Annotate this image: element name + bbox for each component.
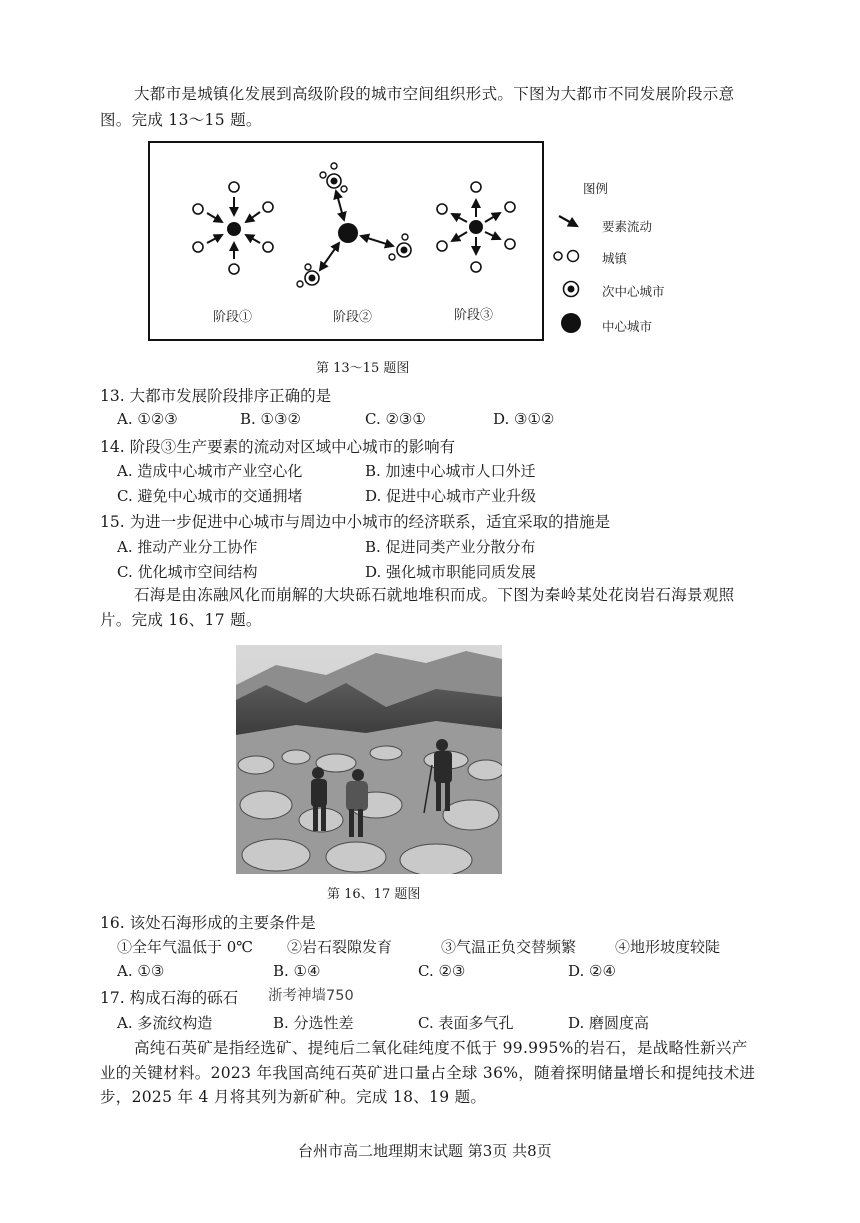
q17-stem: 17. 构成石海的砾石 (100, 989, 239, 1007)
legend-center-label: 中心城市 (602, 319, 653, 334)
q17-option-d: D. 磨圆度高 (568, 1014, 650, 1032)
q13-option-d: D. ③①② (493, 410, 555, 428)
diagram-caption: 第 13～15 题图 (316, 361, 410, 376)
intro-paragraph-1-line-1: 大都市是城镇化发展到高级阶段的城市空间组织形式。下图为大都市不同发展阶段示意 (134, 85, 735, 103)
q13-option-b: B. ①③② (240, 410, 301, 428)
stone-sea-photo-drawing (236, 645, 502, 874)
q16-condition-2: ②岩石裂隙发育 (287, 938, 393, 956)
intro-paragraph-2-line-1: 石海是由冻融风化而崩解的大块砾石就地堆积而成。下图为秦岭某处花岗岩石海景观照 (134, 586, 735, 604)
q15-option-d: D. 强化城市职能同质发展 (365, 563, 537, 581)
stage-2-graphic (297, 163, 411, 287)
stage-2-center-city (338, 223, 358, 243)
q16-option-a: A. ①③ (117, 962, 165, 980)
page-footer: 台州市高二地理期末试题 第3页 共8页 (298, 1142, 552, 1160)
q16-option-d: D. ②④ (568, 962, 616, 980)
q14-option-a: A. 造成中心城市产业空心化 (117, 462, 303, 480)
q14-option-b: B. 加速中心城市人口外迁 (365, 462, 536, 480)
stage-2-label: 阶段② (333, 310, 373, 325)
legend-symbols (553, 210, 593, 336)
q16-option-c: C. ②③ (418, 962, 466, 980)
q17-option-b: B. 分选性差 (273, 1014, 354, 1032)
q17-option-a: A. 多流纹构造 (117, 1014, 213, 1032)
stage-1-graphic (193, 182, 273, 274)
q16-condition-3: ③气温正负交替频繁 (441, 938, 577, 956)
legend-center-city-icon (561, 313, 581, 333)
intro-paragraph-3-line-2: 业的关键材料。2023 年我国高纯石英矿进口量占全球 36%，随着探明储量增长和提纯技术进 (100, 1064, 756, 1082)
stage-3-center-city (469, 220, 483, 234)
legend-flow-arrow-icon (559, 216, 577, 226)
stage-1-center-city (227, 222, 241, 236)
q15-option-b: B. 促进同类产业分散分布 (365, 538, 536, 556)
intro-paragraph-1-line-2: 图。完成 13～15 题。 (100, 111, 262, 129)
q17-option-c: C. 表面多气孔 (418, 1014, 514, 1032)
q13-option-a: A. ①②③ (117, 410, 178, 428)
q16-stem: 16. 该处石海形成的主要条件是 (100, 914, 316, 932)
stone-sea-photo (236, 645, 502, 874)
q13-stem: 13. 大都市发展阶段排序正确的是 (100, 387, 332, 405)
q16-option-b: B. ①④ (273, 962, 321, 980)
stage-1-label: 阶段① (213, 310, 253, 325)
q14-stem: 14. 阶段③生产要素的流动对区域中心城市的影响有 (100, 438, 456, 456)
q16-condition-1: ①全年气温低于 0℃ (117, 938, 254, 956)
q13-option-c: C. ②③① (365, 410, 426, 428)
q16-condition-4: ④地形坡度较陡 (615, 938, 721, 956)
intro-paragraph-3-line-1: 高纯石英矿是指经选矿、提纯后二氧化硅纯度不低于 99.995%的岩石，是战略性新兴产 (134, 1039, 748, 1057)
q15-option-a: A. 推动产业分工协作 (117, 538, 258, 556)
photo-caption: 第 16、17 题图 (327, 887, 421, 902)
intro-paragraph-3-line-3: 步，2025 年 4 月将其列为新矿种。完成 18、19 题。 (100, 1088, 487, 1106)
watermark-text: 浙考神墙750 (268, 988, 354, 1004)
q14-option-d: D. 促进中心城市产业升级 (365, 487, 537, 505)
q15-stem: 15. 为进一步促进中心城市与周边中小城市的经济联系，适宜采取的措施是 (100, 513, 611, 531)
stage-3-graphic (437, 182, 515, 272)
intro-paragraph-2-line-2: 片。完成 16、17 题。 (100, 611, 262, 629)
legend-town-icon (554, 252, 562, 260)
q14-option-c: C. 避免中心城市的交通拥堵 (117, 487, 303, 505)
q15-option-c: C. 优化城市空间结构 (117, 563, 258, 581)
legend-title: 图例 (583, 181, 609, 196)
legend-town-label: 城镇 (602, 251, 628, 266)
legend-subcenter-label: 次中心城市 (602, 284, 665, 299)
stage-3-label: 阶段③ (454, 308, 494, 323)
legend-flow-label: 要素流动 (602, 219, 653, 234)
